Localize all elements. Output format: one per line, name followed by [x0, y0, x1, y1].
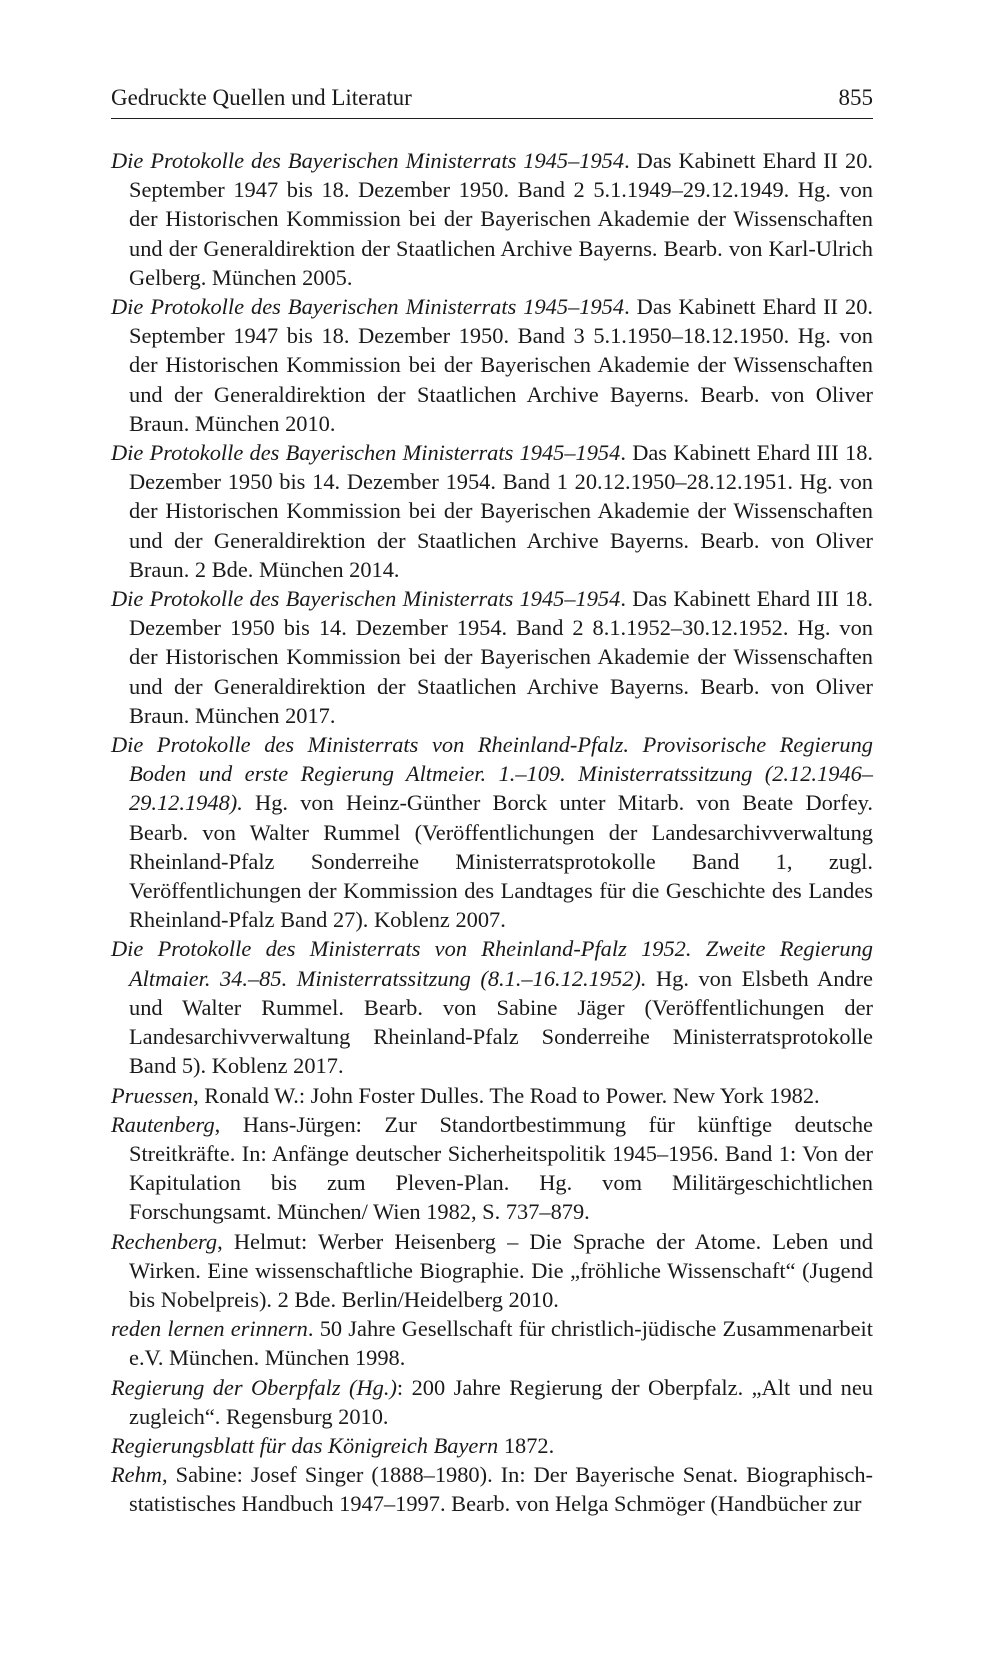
entry-author: Rehm: [111, 1462, 162, 1488]
entry-title: Die Protokolle des Ministerrats von Rheinland-Pfalz 1952. Zweite Regierung Altmaier. 34.–85. Ministerratssitzung (8.1.–16.12.1952).: [111, 936, 873, 991]
entry-title: reden lernen erinnern: [111, 1316, 308, 1342]
entry-details: Hg. von Elsbeth Andre und Walter Rummel. Bearb. von Sabine Jäger (Veröffentlichungen der Landesarchivverwaltung Rheinland-Pfalz Sonderreihe Ministerratsprotokolle Band 5). Koblenz 2017.: [129, 965, 873, 1079]
bibliography-entry: [111, 584, 873, 730]
bibliography-entry: [111, 146, 873, 292]
running-title: Gedruckte Quellen und Literatur: [111, 85, 412, 110]
entry-title: Die Protokolle des Bayerischen Ministerrats 1945–1954: [111, 440, 621, 466]
entry-details: , Hans-Jürgen: Zur Standortbestimmung für künftige deutsche Streitkräfte. In: Anfänge deutscher Sicherheitspolitik 1945–1956. Band 1: Von der Kapitulation bis zum Pleven-Plan. Hg. vom Militärgeschichtlichen Forschungsamt. München/ Wien 1982, S. 737–879.: [129, 1111, 873, 1225]
entry-author: Regierung der Oberpfalz (Hg.): [111, 1374, 397, 1400]
bibliography-entry: [111, 1460, 873, 1518]
entry-title: Die Protokolle des Bayerischen Ministerrats 1945–1954: [111, 294, 625, 320]
entry-details: , Helmut: Werber Heisenberg – Die Sprache der Atome. Leben und Wirken. Eine wissenschaftliche Biographie. Die „fröhliche Wissenschaft“ (Jugend bis Nobelpreis). 2 Bde. Berlin/Heidelberg 2010.: [129, 1228, 873, 1312]
bibliography-entry: [111, 1431, 873, 1460]
entry-details: : 200 Jahre Regierung der Oberpfalz. „Alt und neu zugleich“. Regensburg 2010.: [129, 1374, 873, 1429]
bibliography-entry: [111, 292, 873, 438]
bibliography-entry: [111, 1227, 873, 1315]
running-header: [111, 82, 873, 119]
bibliography-entry: [111, 1110, 873, 1227]
entry-author: Pruessen: [111, 1082, 194, 1108]
entry-details: . Das Kabinett Ehard II 20. September 1947 bis 18. Dezember 1950. Band 3 5.1.1950–18.12.1950. Hg. von der Historischen Kommission bei der Bayerischen Akademie der Wissenschaften und der Generaldirektion der Staatlichen Archive Bayerns. Bearb. von Oliver Braun. München 2010.: [129, 294, 873, 436]
page-number: 855: [838, 85, 873, 110]
entry-title: Die Protokolle des Bayerischen Ministerrats 1945–1954: [111, 148, 625, 173]
bibliography-entry: [111, 438, 873, 584]
entry-details: . Das Kabinett Ehard II 20. September 1947 bis 18. Dezember 1950. Band 2 5.1.1949–29.12.1949. Hg. von der Historischen Kommission bei der Bayerischen Akademie der Wissenschaften und der Generaldirektion der Staatlichen Archive Bayerns. Bearb. von Karl-Ulrich Gelberg. München 2005.: [129, 148, 873, 290]
bibliography-entry: [111, 1373, 873, 1431]
entry-details: . 50 Jahre Gesellschaft für christlich-jüdische Zusammenarbeit e.V. München. München 1998.: [129, 1316, 873, 1371]
entry-details: Hg. von Heinz-Günther Borck unter Mitarb. von Beate Dorfey. Bearb. von Walter Rummel (Veröffentlichungen der Landesarchivverwaltung Rheinland-Pfalz Sonderreihe Ministerratsprotokolle Band 1, zugl. Veröffentlichungen der Kommission des Landtages für die Geschichte des Landes Rheinland-Pfalz Band 27). Koblenz 2007.: [129, 790, 873, 933]
entry-details: , Sabine: Josef Singer (1888–1980). In: Der Bayerische Senat. Biographisch-statistisches Handbuch 1947–1997. Bearb. von Helga Schmöger (Handbücher zur: [129, 1462, 873, 1517]
bibliography-list: [111, 146, 873, 1519]
entry-title: Die Protokolle des Ministerrats von Rheinland-Pfalz. Provisorische Regierung Boden und erste Regierung Altmeier. 1.–109. Ministerratssitzung (2.12.1946–29.12.1948).: [111, 732, 873, 816]
entry-author: Rechenberg: [111, 1228, 218, 1254]
entry-details: 1872.: [498, 1432, 555, 1458]
entry-details: . Das Kabinett Ehard III 18. Dezember 1950 bis 14. Dezember 1954. Band 1 20.12.1950–28.12.1951. Hg. von der Historischen Kommission bei der Bayerischen Akademie der Wissenschaften und der Generaldirektion der Staatlichen Archive Bayerns. Bearb. von Oliver Braun. 2 Bde. München 2014.: [129, 440, 873, 582]
entry-title: Die Protokolle des Bayerischen Ministerrats 1945–1954: [111, 586, 621, 612]
entry-details: , Ronald W.: John Foster Dulles. The Road to Power. New York 1982.: [193, 1082, 820, 1108]
bibliography-entry: [111, 1081, 873, 1110]
bibliography-entry: [111, 934, 873, 1080]
bibliography-entry: [111, 1314, 873, 1372]
entry-details: . Das Kabinett Ehard III 18. Dezember 1950 bis 14. Dezember 1954. Band 2 8.1.1952–30.12.1952. Hg. von der Historischen Kommission bei der Bayerischen Akademie der Wissenschaften und der Generaldirektion der Staatlichen Archive Bayerns. Bearb. von Oliver Braun. München 2017.: [129, 586, 873, 728]
entry-title: Regierungsblatt für das Königreich Bayern: [111, 1432, 499, 1458]
entry-author: Rautenberg: [111, 1111, 215, 1137]
bibliography-entry: [111, 730, 873, 934]
